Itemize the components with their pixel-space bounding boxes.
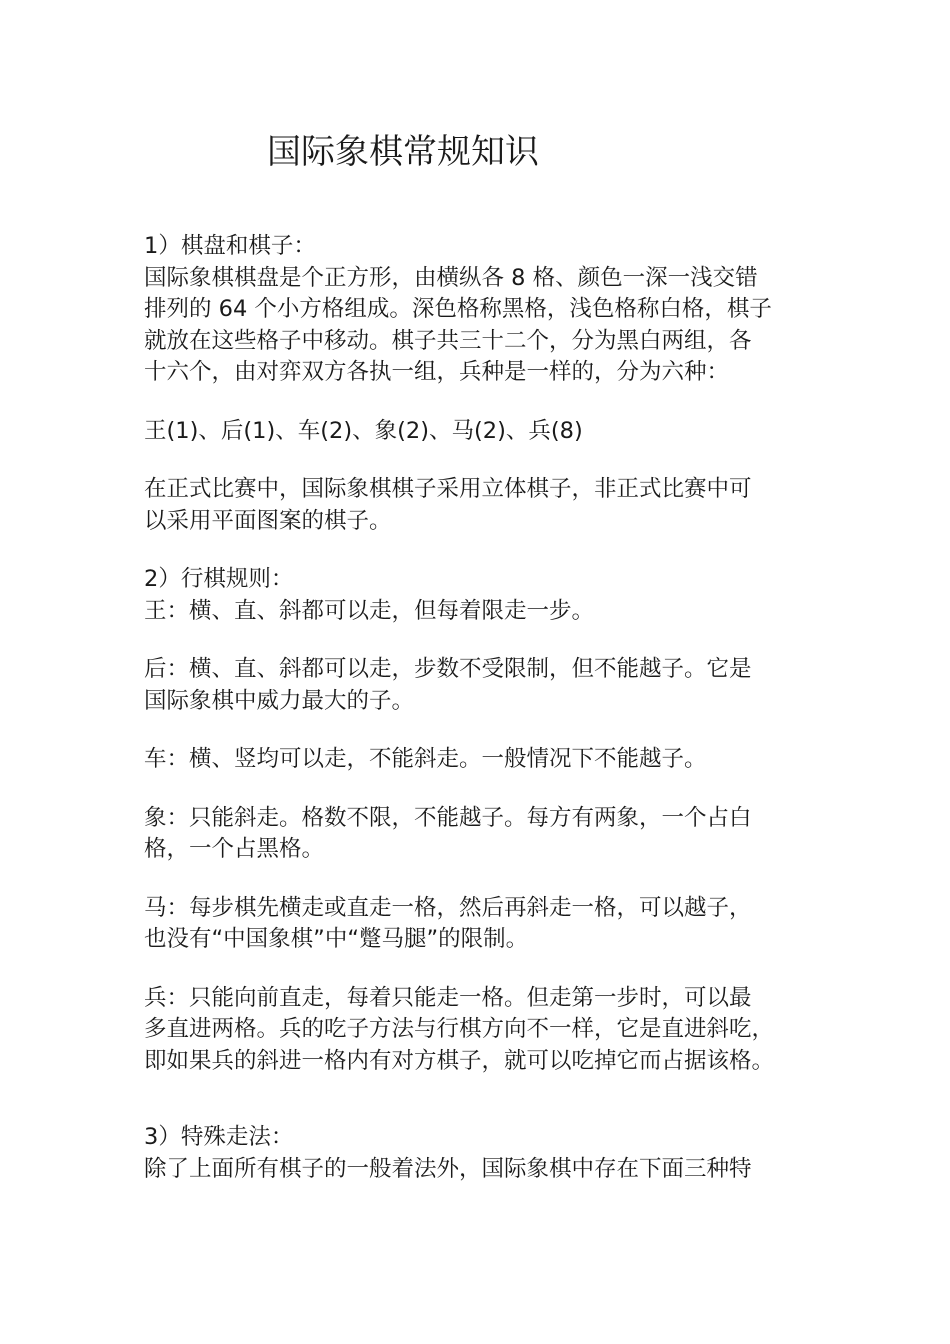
rule-pawn: 即如果兵的斜进一格内有对方棋子，就可以吃掉它而占据该格。 [144,1047,775,1074]
paragraph-gap [144,389,814,416]
paragraph-gap [144,956,814,983]
paragraph-gap [144,776,814,803]
document-body [144,231,814,1185]
rule-queen: 后：横、直、斜都可以走，步数不受限制，但不能越子。它是 [144,656,752,682]
section-heading-move-rules: 2）行棋规则： [144,566,294,592]
paragraph-line: 国际象棋棋盘是个正方形，由横纵各 8 格、颜色一深一浅交错 [144,264,758,291]
paragraph-line: 在正式比赛中，国际象棋棋子采用立体棋子，非正式比赛中可 [144,476,752,502]
paragraph-line: 就放在这些格子中移动。棋子共三十二个，分为黑白两组，各 [144,327,752,354]
paragraph-gap [144,717,814,744]
paragraph-line: 排列的 64 个小方格组成。深色格称黑格，浅色格称白格，棋子 [144,296,772,322]
paragraph-line: 以采用平面图案的棋子。 [144,507,392,534]
paragraph-gap [144,537,814,564]
rule-pawn: 兵：只能向前直走，每着只能走一格。但走第一步时，可以最 [144,984,752,1011]
rule-knight: 马：每步棋先横走或直走一格，然后再斜走一格，可以越子， [144,894,752,921]
rule-bishop: 格，一个占黑格。 [144,836,325,862]
paragraph-gap [144,866,814,893]
rule-queen: 国际象棋中威力最大的子。 [144,687,415,714]
section-heading-board-and-pieces: 1）棋盘和棋子： [144,233,316,259]
section-heading-special-moves: 3）特殊走法： [144,1124,294,1150]
rule-rook: 车：横、竖均可以走，不能斜走。一般情况下不能越子。 [144,746,707,772]
paragraph-line: 十六个，由对弈双方各执一组，兵种是一样的，分为六种： [144,359,730,385]
rule-knight: 也没有“中国象棋”中“蹩马腿”的限制。 [144,926,529,952]
paragraph-gap [144,627,814,654]
rule-king: 王：横、直、斜都可以走，但每着限走一步。 [144,597,595,624]
pieces-list: 王(1)、后(1)、车(2)、象(2)、马(2)、兵(8) [144,417,583,444]
paragraph-line: 除了上面所有棋子的一般着法外，国际象棋中存在下面三种特 [144,1155,752,1182]
document-title: 国际象棋常规知识 [267,132,539,172]
paragraph-gap [144,447,814,474]
rule-bishop: 象：只能斜走。格数不限，不能越子。每方有两象，一个占白 [144,804,752,831]
paragraph-gap [144,1077,814,1122]
rule-pawn: 多直进两格。兵的吃子方法与行棋方向不一样，它是直进斜吃， [144,1016,775,1042]
